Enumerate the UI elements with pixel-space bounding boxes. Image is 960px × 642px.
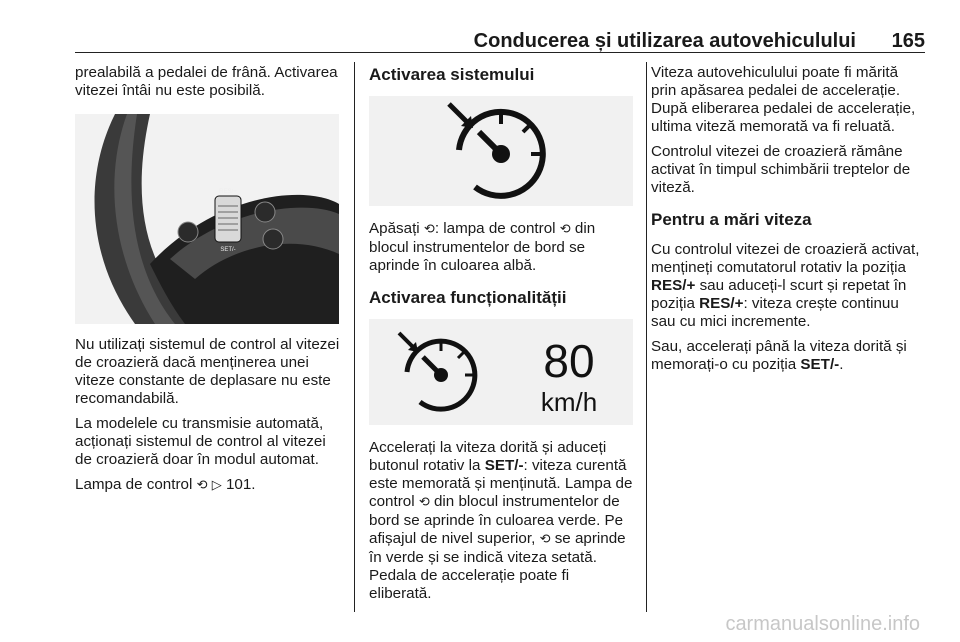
bold-term: RES/+ — [651, 277, 696, 294]
paragraph: prealabilă a pedalei de frână. Activarea vitezei întâi nu este posibilă. — [75, 64, 338, 99]
paragraph: Controlul vitezei de croazieră rămâne activat în timpul schimbării treptelor de viteză. — [651, 143, 911, 196]
page-header-title: Conducerea și utilizarea autovehiculului — [473, 30, 856, 52]
paragraph: Cu controlul vitezei de croazieră activat, mențineți comutatorul rotativ la poziția RES/+ sau aduceți-l scurt și repetat în poziția RES/+: viteza crește continuu sau cu mici incremente. — [651, 241, 920, 330]
paragraph: Accelerați la viteza dorită și aduceți butonul rotativ la SET/-: viteza curentă este memorată și menținută. Lampa de control ⟲ din blocul instrumentelor de bord se aprinde în culoarea verde. Pe afișajul de nivel superior, ⟲ se aprinde în verde și se indică viteza setată. Pedala de accelerație poate fi eliberată. — [369, 439, 633, 602]
column-2 — [369, 64, 635, 610]
page-number: 165 — [891, 30, 925, 52]
cruise-speed-display-figure — [369, 319, 633, 425]
paragraph: Apăsați ⟲: lampa de control ⟲ din blocul instrumentelor de bord se aprinde în culoarea albă. — [369, 220, 596, 274]
text: Lampa de control — [75, 476, 193, 493]
section-heading: Activarea funcționalității — [369, 288, 567, 307]
cruise-control-icon: ⟲ — [418, 495, 430, 510]
column-1 — [75, 64, 343, 502]
section-heading: Activarea sistemului — [369, 65, 535, 84]
res-label: RES/+ — [219, 189, 237, 195]
speed-unit: km/h — [540, 387, 598, 417]
paragraph: Sau, accelerați până la viteza dorită și memorați-o cu poziția SET/-. — [651, 338, 907, 373]
paragraph: Viteza autovehiculului poate fi mărită prin apăsarea pedalei de accelerație. După eliberarea pedalei de accelerație, ultima viteză memorată va fi reluată. — [651, 64, 916, 135]
arrow-ref-icon: ▷ — [211, 478, 222, 493]
bold-term: SET/- — [800, 356, 840, 373]
header-rule — [75, 52, 925, 53]
column-3 — [651, 64, 927, 381]
paragraph: Nu utilizați sistemul de control al vitezei de croazieră dacă menținerea unei viteze constante de deplasare nu este recomandabilă. — [75, 336, 340, 407]
bold-term: SET/- — [484, 457, 524, 474]
column-divider-2 — [646, 62, 647, 612]
watermark: carmanualsonline.info — [725, 613, 920, 635]
cruise-control-icon: ⟲ — [559, 222, 571, 237]
section-heading: Pentru a mări viteza — [651, 210, 812, 229]
cruise-control-icon: ⟲ — [539, 532, 551, 547]
cruise-control-icon: ⟲ — [196, 478, 208, 493]
cruise-control-symbol-figure — [369, 96, 633, 206]
bold-term: RES/+ — [699, 295, 744, 312]
set-label: SET/- — [220, 247, 236, 253]
set-speed-value: 80 — [543, 335, 595, 387]
column-divider-1 — [354, 62, 355, 612]
cruise-control-icon: ⟲ — [423, 222, 435, 237]
paragraph — [75, 476, 343, 495]
steering-wheel-illustration — [75, 114, 339, 324]
paragraph: La modelele cu transmisie automată, acționați sistemul de control al vitezei de croazieră doar în modul automat. — [75, 415, 326, 468]
page-reference: 101. — [225, 476, 256, 493]
